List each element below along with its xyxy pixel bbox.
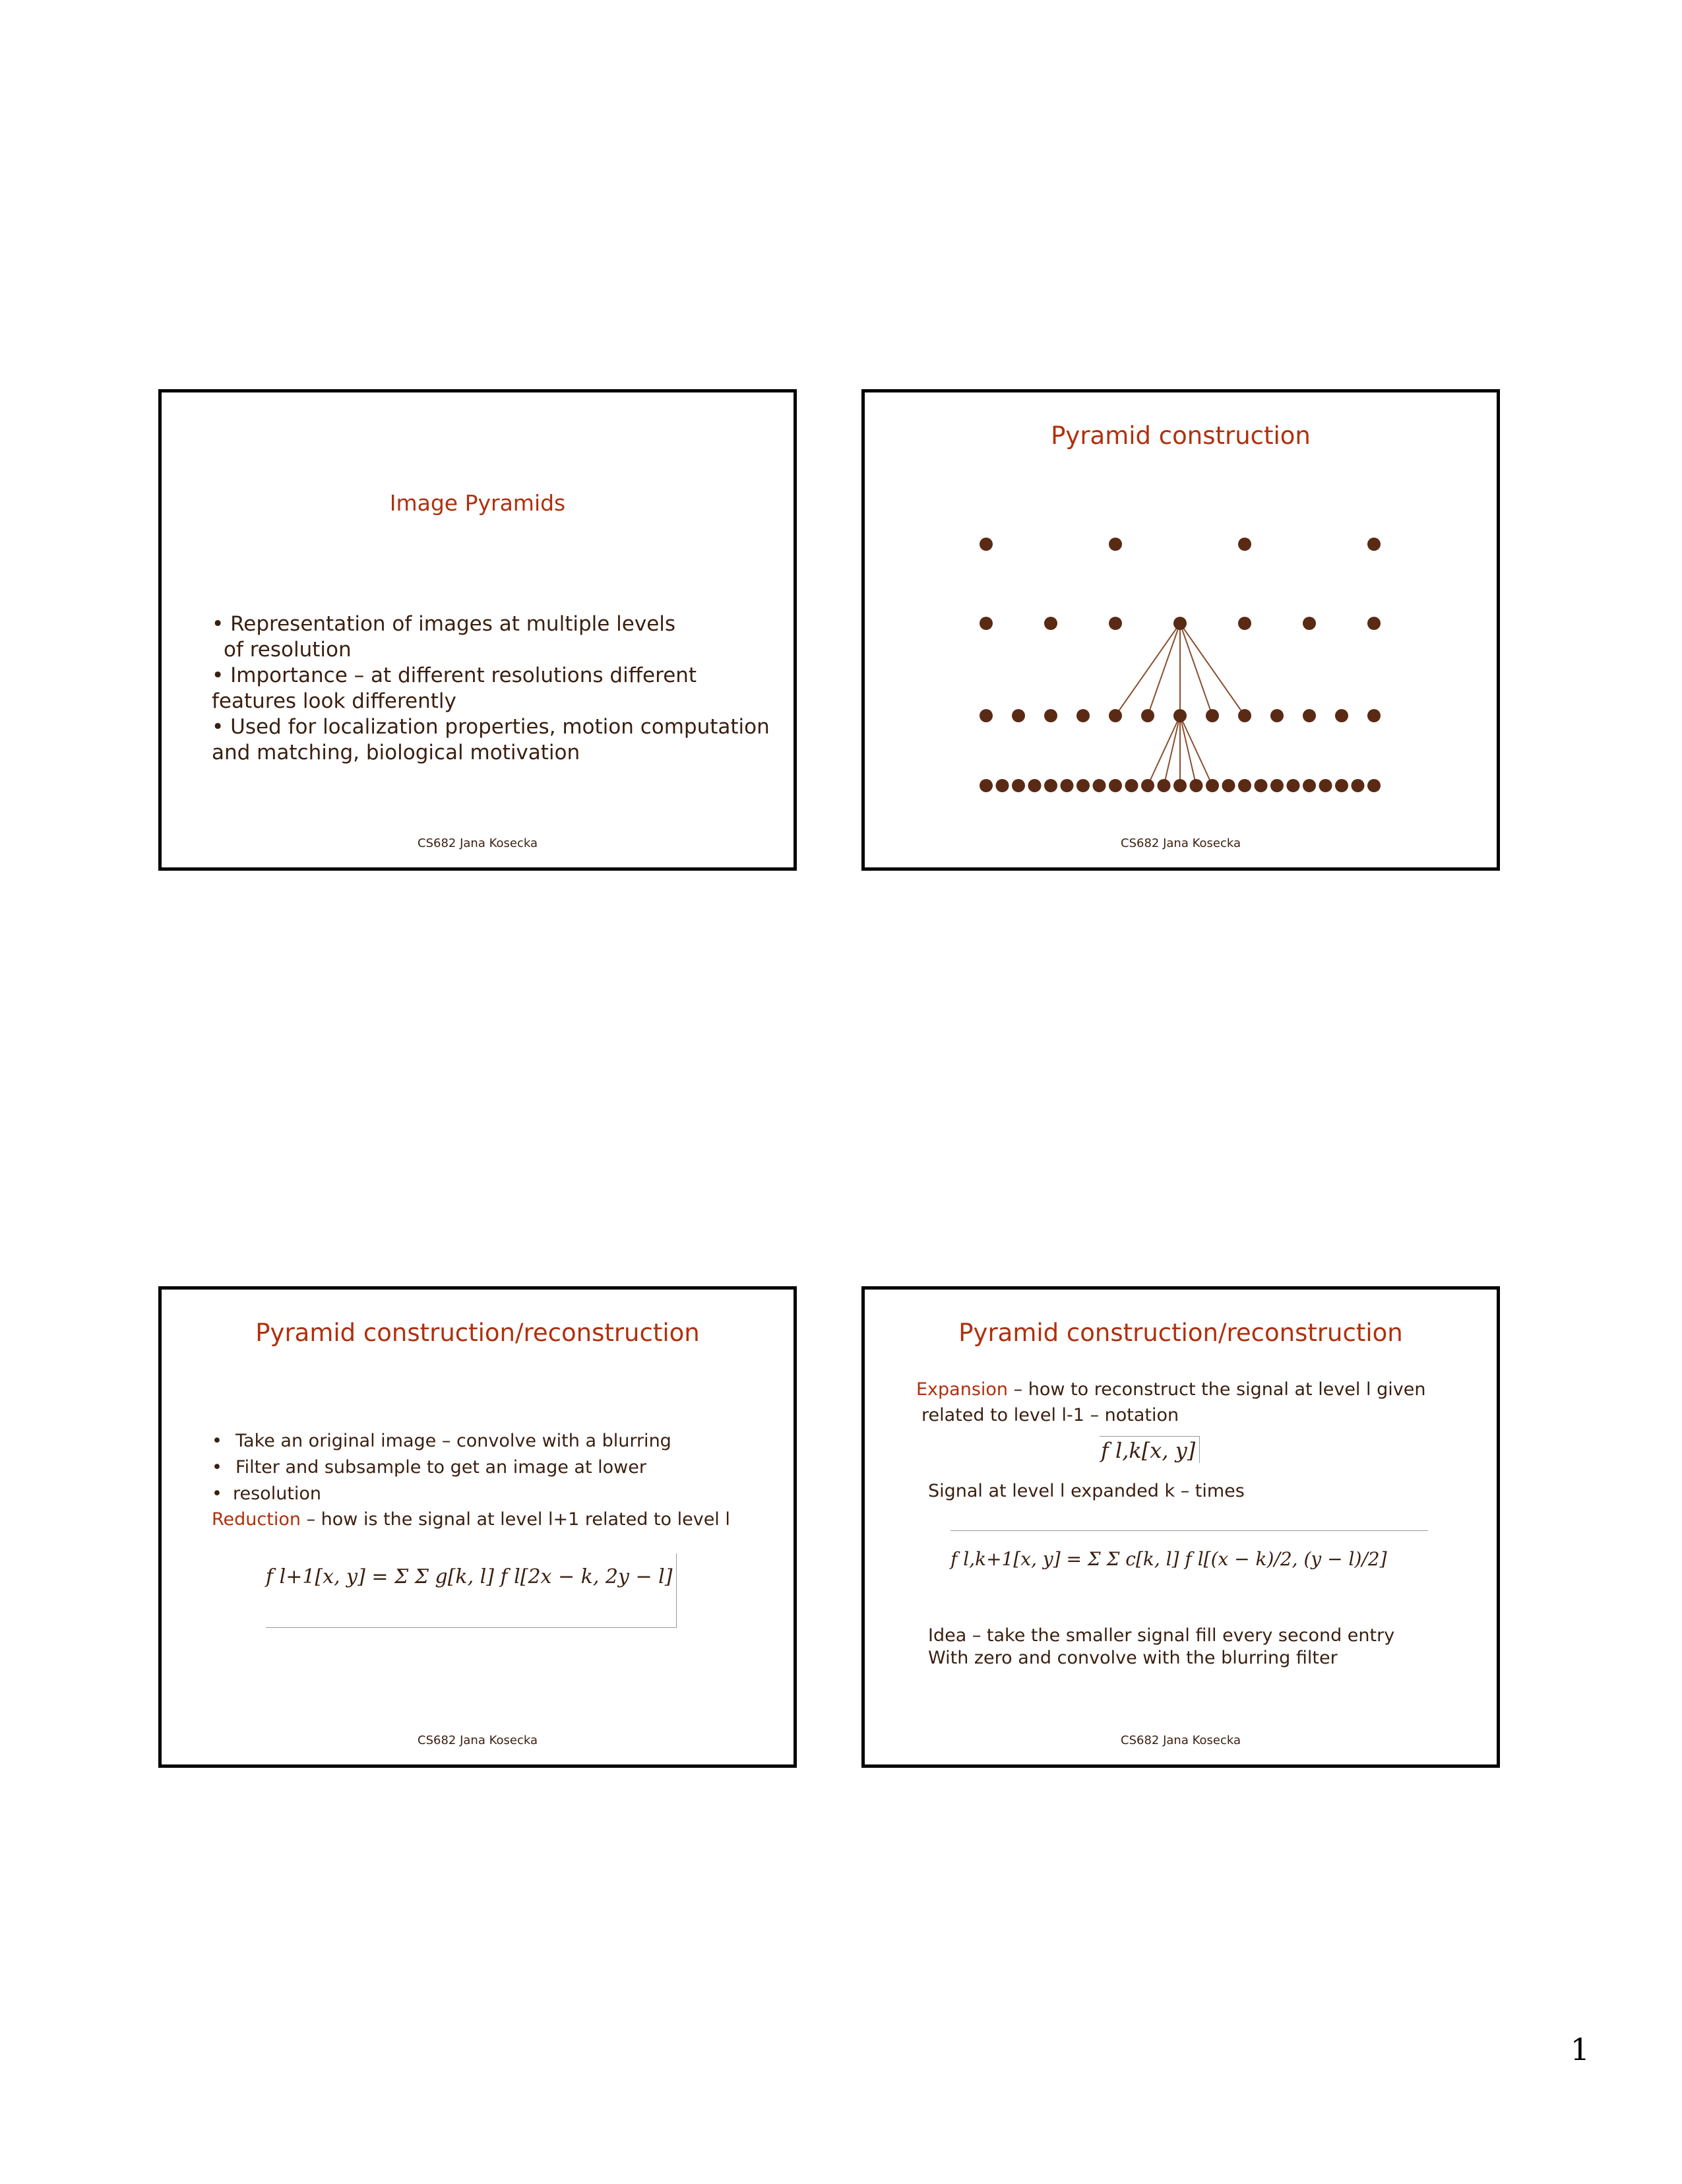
slide1-bullet-line: features look differently xyxy=(212,689,456,713)
pyramid-edge xyxy=(1180,623,1212,716)
pyramid-node xyxy=(1028,779,1042,792)
slide3-reduction-line xyxy=(212,1509,730,1530)
pyramid-edge xyxy=(1180,716,1212,786)
pyramid-node xyxy=(1141,709,1154,722)
pyramid-node xyxy=(1044,779,1057,792)
reduction-formula: f l+1[x, y] = Σ Σ g[k, l] f l[2x − k, 2y − l] xyxy=(266,1565,673,1588)
pyramid-node xyxy=(1238,617,1251,630)
pyramid-node xyxy=(1238,709,1251,722)
slide3-formula-box xyxy=(266,1553,677,1628)
pyramid-node xyxy=(1012,709,1025,722)
pyramid-node xyxy=(1367,538,1381,551)
pyramid-node xyxy=(1012,779,1025,792)
slide-image-pyramids xyxy=(158,389,797,871)
pyramid-node xyxy=(1173,709,1187,722)
pyramid-node xyxy=(1109,709,1122,722)
pyramid-node xyxy=(1270,709,1284,722)
pyramid-node xyxy=(1044,709,1057,722)
slide1-bullet-line: of resolution xyxy=(224,638,352,662)
expansion-formula: f l,k+1[x, y] = Σ Σ c[k, l] f l[(x − k)/2, (y − l)/2] xyxy=(950,1548,1387,1570)
reduction-label: Reduction xyxy=(212,1509,301,1530)
slide2-footer: CS682 Jana Kosecka xyxy=(1121,836,1241,850)
pyramid-node xyxy=(1303,617,1316,630)
slide4-expansion-block xyxy=(916,1377,1425,1428)
pyramid-node xyxy=(1238,538,1251,551)
signal-text: Signal at level l expanded k – times xyxy=(928,1481,1245,1501)
slide-pyramid-construction xyxy=(861,389,1500,871)
slide4-title: Pyramid construction/reconstruction xyxy=(958,1319,1403,1347)
pyramid-node xyxy=(1109,617,1122,630)
pyramid-node xyxy=(1238,779,1251,792)
slide3-bullets xyxy=(212,1428,766,1507)
pyramid-node xyxy=(1335,709,1348,722)
pyramid-node xyxy=(1125,779,1138,792)
pyramid-node xyxy=(1367,709,1381,722)
pyramid-node xyxy=(1076,779,1090,792)
slide-pyramid-reduction xyxy=(158,1286,797,1768)
pyramid-node xyxy=(980,617,993,630)
slide3-bullet-cont: • resolution xyxy=(212,1481,766,1507)
expansion-line xyxy=(916,1377,1425,1402)
pyramid-node xyxy=(1109,538,1122,551)
slide3-title: Pyramid construction/reconstruction xyxy=(255,1319,700,1347)
expansion-notation: f l,k[x, y] xyxy=(1100,1436,1200,1463)
pyramid-diagram xyxy=(865,445,1497,815)
pyramid-node xyxy=(1303,709,1316,722)
pyramid-node xyxy=(1190,779,1203,792)
pyramid-node xyxy=(1319,779,1332,792)
pyramid-node xyxy=(980,779,993,792)
pyramid-node xyxy=(1173,779,1187,792)
pyramid-node xyxy=(1303,779,1316,792)
pyramid-edge xyxy=(1180,623,1245,716)
expansion-text: – how to reconstruct the signal at level l given xyxy=(1008,1379,1426,1400)
slide1-bullet-line: and matching, biological motivation xyxy=(212,741,580,764)
slide2-title: Pyramid construction xyxy=(1051,421,1311,450)
pyramid-node xyxy=(1367,779,1381,792)
idea-line1: Idea – take the smaller signal fill every second entry xyxy=(928,1625,1395,1646)
slide3-bullet: • Filter and subsample to get an image at lower xyxy=(212,1454,766,1481)
pyramid-node xyxy=(1158,779,1171,792)
slide-pyramid-expansion xyxy=(861,1286,1500,1768)
slide3-bullet: • Take an original image – convolve with a blurring xyxy=(212,1428,766,1454)
slide1-bullet-line: • Representation of images at multiple levels xyxy=(212,612,676,636)
pyramid-node xyxy=(1093,779,1106,792)
pyramid-node xyxy=(1061,779,1074,792)
pyramid-edge xyxy=(1148,623,1180,716)
pyramid-node xyxy=(996,779,1009,792)
pyramid-node xyxy=(1335,779,1348,792)
slide4-formula-box xyxy=(950,1530,1428,1604)
pyramid-node xyxy=(1367,617,1381,630)
slide4-idea-block xyxy=(928,1625,1394,1669)
slide4-footer: CS682 Jana Kosecka xyxy=(1121,1733,1241,1747)
pyramid-node xyxy=(1206,709,1219,722)
expansion-text2: related to level l-1 – notation xyxy=(921,1405,1179,1425)
pyramid-edge xyxy=(1164,716,1181,786)
slide1-title: Image Pyramids xyxy=(389,490,566,516)
pyramid-node xyxy=(1255,779,1268,792)
pyramid-node xyxy=(1076,709,1090,722)
pyramid-node xyxy=(1352,779,1365,792)
idea-line2: With zero and convolve with the blurring filter xyxy=(928,1648,1338,1668)
reduction-text: – how is the signal at level l+1 related to level l xyxy=(300,1509,730,1530)
pyramid-node xyxy=(980,709,993,722)
pyramid-edge xyxy=(1148,716,1180,786)
pyramid-node xyxy=(1044,617,1057,630)
slide3-footer: CS682 Jana Kosecka xyxy=(418,1733,538,1747)
slide1-bullets xyxy=(212,611,779,766)
expansion-label: Expansion xyxy=(916,1379,1009,1400)
pyramid-edge xyxy=(1180,716,1197,786)
page-number: 1 xyxy=(1570,2032,1590,2067)
pyramid-node xyxy=(1287,779,1300,792)
pyramid-node xyxy=(1173,617,1187,630)
pyramid-node xyxy=(1141,779,1154,792)
pyramid-node xyxy=(1222,779,1235,792)
pyramid-edge xyxy=(1115,623,1180,716)
slide1-bullet-line: • Used for localization properties, motion computation xyxy=(212,715,770,739)
pyramid-node xyxy=(1109,779,1122,792)
pyramid-node xyxy=(980,538,993,551)
slide1-bullet-line: • Importance – at different resolutions different xyxy=(212,664,697,687)
pyramid-node xyxy=(1270,779,1284,792)
slide1-footer: CS682 Jana Kosecka xyxy=(418,836,538,850)
pyramid-node xyxy=(1206,779,1219,792)
